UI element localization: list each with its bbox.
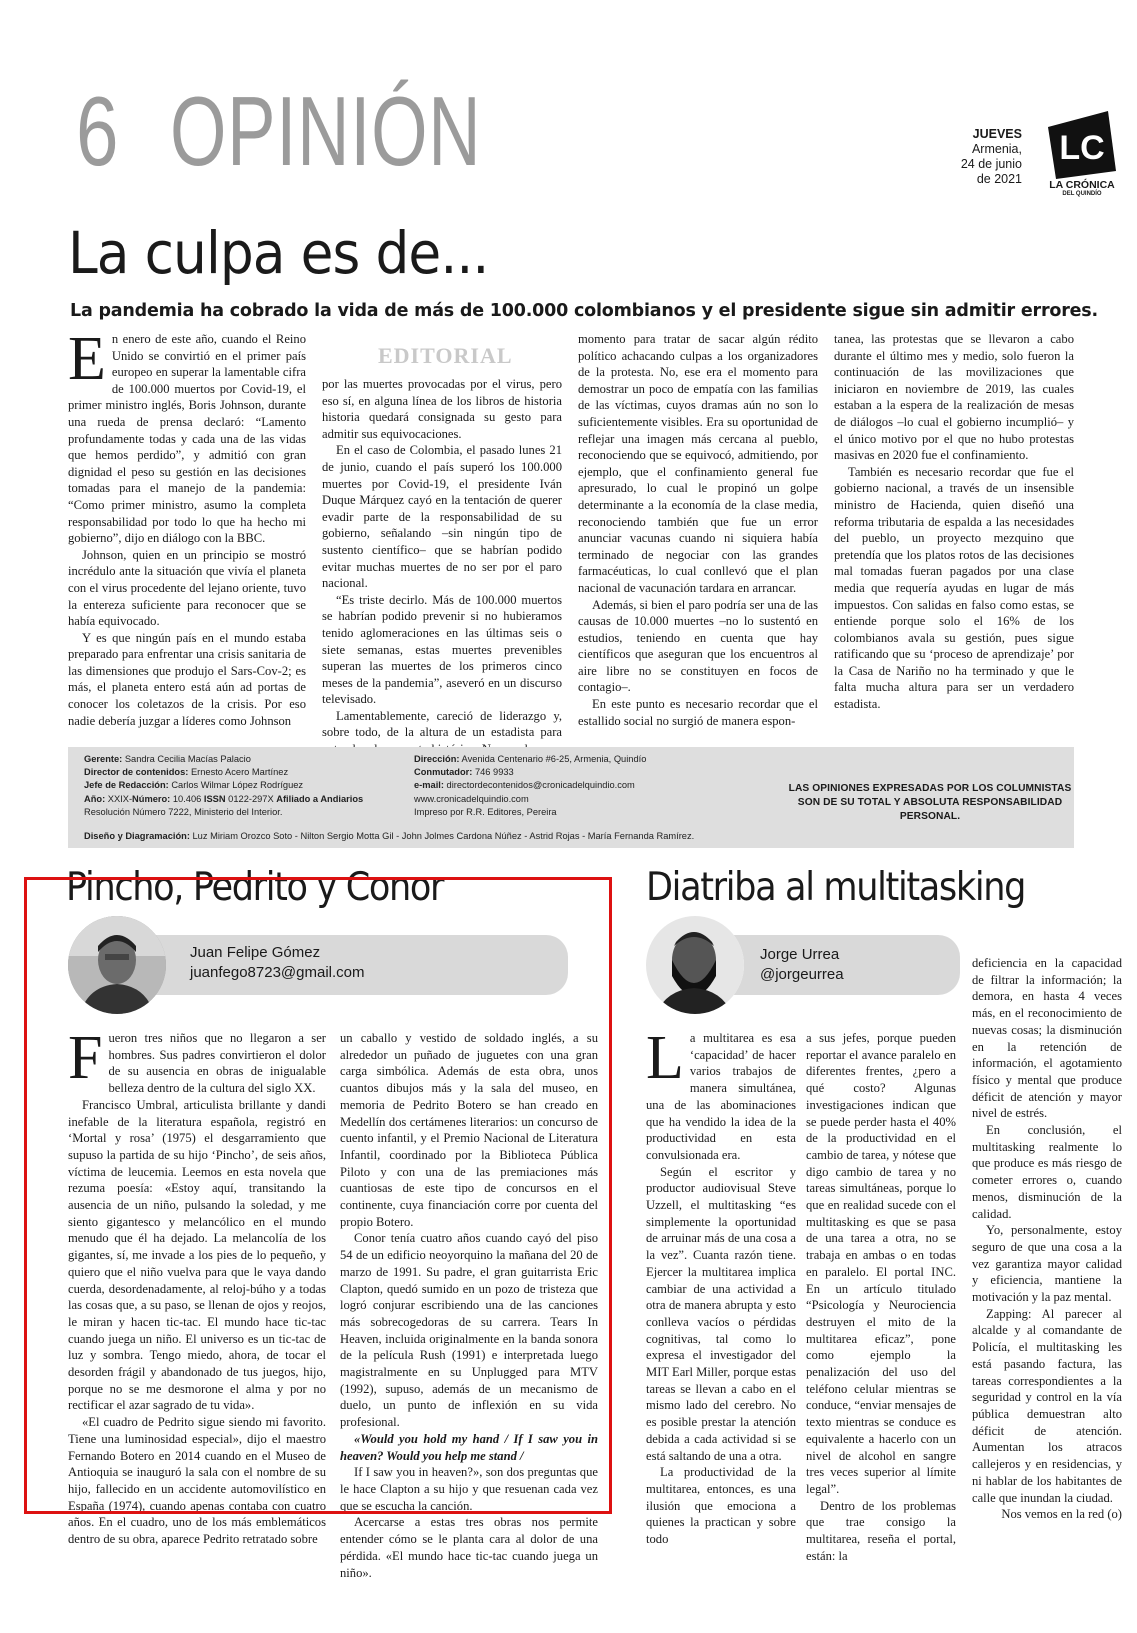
avatar-icon (646, 916, 744, 1014)
staff-value: Ernesto Acero Martínez (188, 767, 289, 778)
paragraph: Lamentablemente, careció de liderazgo y, sobre todo, de la altura de un estadista para (322, 708, 562, 740)
highlight-frame (24, 877, 612, 1514)
staff-value: XXIX- (105, 793, 133, 804)
logo-text: LC (1059, 129, 1105, 167)
date-block (910, 127, 1022, 187)
column-left-title: Pincho, Pedrito y Conor (66, 865, 444, 910)
staff-value: www.cronicadelquindio.com (414, 793, 529, 804)
paragraph: n enero de este año, cuando el Reino Unido se convirtió en el primer país europeo en superar la lamentable cifra de 100.000 muertos por Covid-19, el primer ministro inglés, Boris Johnson, durante una rueda de prensa declaró: “Lamento profundamente todas y cada una de las vidas que hemos perdido”, y admitió con gran dignidad el peso su gestión en las decisiones tomadas para el manejo de la pandemia: “Como primer ministro, asumo la completa responsabilidad por todo lo que ha hecho mi gobierno”, dijo en diálogo con la BBC. (68, 332, 306, 546)
date-day: JUEVES (972, 127, 1022, 141)
column-left-dropcap: F (68, 1024, 103, 1092)
staff-key: Dirección: (414, 754, 460, 764)
paragraph: ueron tres niños que no llegaron a ser hombres. Sus padres convirtieron el dolor de su ausencia en obras de inigualable belleza dentro de la cultura del siglo XX. (108, 1031, 326, 1096)
editorial-dropcap: E (68, 325, 106, 393)
staff-value: Impreso por R.R. Editores, Pereira (414, 806, 557, 817)
editorial-column-4 (834, 331, 1074, 713)
staff-key: Conmutador: (414, 767, 473, 778)
paragraph: un caballo y vestido de soldado inglés, a su alrededor un puñado de juguetes con una gran carga simbólica. Además de esta obra, unos cuantos dibujos más y la sala del museo, en memoria de Pedrito Botero se han creado en Medellín dos certámenes literarios: un concurso de cuento infantil, y el Premio Nacional de Literatura Infantil, coordinado por la Biblioteca Pública Piloto y con una de las premiaciones más cuantiosas de este tipo de concursos en el continente, cuya financiación corre por cuenta del propio Botero. (340, 1031, 598, 1229)
editorial-column-3 (578, 331, 818, 729)
paragraph: La productividad de la multitarea, entonces, es una ilusión que emociona a quienes la practican y sobre todo (646, 1465, 796, 1547)
paragraph: If I saw you in heaven?», son dos preguntas que le hace Clapton a su hijo y que resuenan cada vez que se escucha la canción. (340, 1465, 598, 1513)
editorial-label: EDITORIAL (378, 343, 513, 368)
author-photo (646, 916, 744, 1014)
date-line2: de 2021 (976, 172, 1022, 186)
staff-key: Jefe de Redacción: (84, 780, 169, 791)
section-number: 6 (76, 76, 121, 186)
staff-left (84, 753, 404, 819)
author-name: Juan Felipe Gómez (190, 944, 321, 961)
staff-value: Avenida Centenario #6-25, Armenia, Quindío (459, 754, 647, 764)
author-email: juanfego8723@gmail.com (190, 964, 365, 981)
editorial-headline: La culpa es de... (68, 219, 489, 287)
editorial-column-1 (68, 325, 306, 729)
paragraph: deficiencia en la capacidad de filtrar la información; la demora, en hasta 4 veces más, en el reconocimiento de nuevas cosas; la disminución en la retención de información, el agotamiento físico y mental que produce déficit de atención y mayor nivel de estrés. (972, 956, 1122, 1121)
paragraph: «Would you hold my hand / If I saw you in heaven? Would you help me stand / (340, 1431, 598, 1463)
staff-key: Director de contenidos: (84, 767, 189, 778)
author-handle: @jorgeurrea (760, 966, 844, 983)
date-city: Armenia, (971, 142, 1022, 156)
paragraph: Y es que ningún país en el mundo estaba preparado para enfrentar una crisis sanitaria de las dimensiones que produjo el Sars-Cov-2; es más, el planeta entero está aún ad portas de conocer los coletazos de la crisis. Por eso nadie debería juzgar a líderes como Johnson (68, 630, 306, 728)
staff-key: Diseño y Diagramación: (84, 831, 190, 841)
column-right-body-1 (646, 1024, 796, 1548)
staff-key: Gerente: (84, 754, 123, 764)
editorial-subhead: La pandemia ha cobrado la vida de más de 100.000 colombianos y el presidente sigue sin admitir errores. (70, 301, 1098, 321)
paragraph: En este punto es necesario recordar que el estallido social no surgió de manera espon- (578, 697, 818, 728)
logo-icon (1046, 109, 1118, 181)
staff-value: Sandra Cecilia Macías Palacio (122, 754, 251, 764)
staff-key: e-mail: (414, 780, 444, 791)
paragraph: momento para tratar de sacar algún rédito político achacando culpas a los organizadores de la protesta. No, ese era el momento para demostrar un poco de empatía con las familias de las víctimas, cuyos dramas aún no son lo suficientemente visibles. Era su oportunidad de reflejar una imagen más cercana al pueblo, reconociendo que se equivocó, admitiendo, por ejemplo, que el confinamiento general fue apresurado, lo cual le propinó un golpe determinante a la economía de la clase media, reconociendo también que fue un error anunciar vacunas cuando ni siquiera había terminado de negociar con las grandes farmacéuticas, lo cual conllevó que el plan nacional de vacunación tardara en arrancar. (578, 332, 818, 595)
editorial-column-2 (322, 376, 562, 758)
column-right-body-3 (972, 955, 1122, 1523)
column-right-dropcap: L (646, 1024, 684, 1092)
paragraph: En conclusión, el multitasking realmente lo que produce es más riesgo de cometer errores o, cuando menos, disminución de la calidad. (972, 1123, 1122, 1221)
logo-subname: DEL QUINDÍO (1062, 191, 1102, 197)
paragraph: Zapping: Al parecer al alcalde y al comandante de Policía, el multitasking les está pasando factura, las tareas correspondientes a la seguridad y control en la vía pública demuestran alto déficit de atención. Aumentan los atracos callejeros y en residencias, y ni hablar de los habitantes de calle que inundan la ciudad. (972, 1306, 1122, 1505)
column-right-title: Diatriba al multitasking (646, 865, 1026, 910)
staff-value: 0122-297X (225, 793, 277, 804)
paragraph: Acercarse a estas tres obras nos permite entender cómo se le planta cara al dolor de una pérdida. «El mundo hace tic-tac cuando juega un niño». (340, 1515, 598, 1580)
paragraph: Según el escritor y productor audiovisual Steve Uzzell, el multitasking “es simplemente la oportunidad de arruinar más de una cosa a la vez”. Cuanta razón tiene. Ejercer la multitarea implica cambiar de una actividad a otra de manera abrupta y esto conlleva vacíos o pérdidas cognitivas, tal como lo expresa el investigador del MIT Earl Miller, porque estas tareas se llevan a cabo en el mismo lado del cerebro. No es posible prestar la atención debida a cada actividad si se está saltando de una a otra. (646, 1164, 796, 1463)
staff-key: Número: (132, 793, 171, 804)
staff-key: ISSN (203, 793, 226, 804)
paragraph: “Es triste decirlo. Más de 100.000 muertos se habrían podido prevenir si no hubieramos tenido aglomeraciones en las últimas seis o siete semanas, estas muertes prevenibles superan las muertes de los primeros cinco meses de la pandemia”, aseveró en un discurso televisado. (322, 592, 562, 707)
date-line1: 24 de junio (960, 157, 1022, 171)
paragraph: También es necesario recordar que fue el gobierno nacional, a través de un insensible ministro de Hacienda, quien diseñó una reforma tributaria de espalda a las necesidades del pueblo, un proyecto mezquino que pretendía que los platos rotos de las decisiones mal tomadas fueran pagados por una clase media que requería ayudas en lugar de más impuestos. Con salidas en falso como estas, se entiende porque solo el 16% de los colombianos avala su gestión, pues sigue ratificando que su ‘proceso de aprendizaje’ por la Casa de Nariño no ha terminado y que le falta mucha altura para ser un verdadero estadista. (834, 464, 1074, 712)
paragraph: Dentro de los problemas que trae consigo la multitarea, reseña el portal, están: la (806, 1498, 956, 1563)
paragraph: tanea, las protestas que se llevaron a cabo durante el último mes y medio, solo fueron la continuación de las movilizaciones que iniciaron en noviembre de 2019, las cuales estaban a la espera de la realización de mesas de diálogos –lo cual el gobierno incumplió– y el único motivo por el que no hubo protestas masivas en 2020 fue el confinamiento. (834, 332, 1074, 463)
staff-right (414, 753, 754, 819)
author-name: Jorge Urrea (760, 946, 840, 963)
staff-value: Carlos Wilmar López Rodríguez (168, 780, 304, 791)
paragraph: Johnson, quien en un principio se mostró incrédulo ante la situación que vivía el planeta con el virus procedente del lejano oriente, tuvo la entereza suficiente para reconocer que se había equivocado. (68, 547, 306, 629)
logo-name: LA CRÓNICA (1049, 179, 1115, 191)
paragraph: a multitarea es esa ‘capacidad’ de hacer varios trabajos de manera simultánea, una de las abominaciones que ha vendido la idea de la productividad en esta convulsionada era. (646, 1031, 796, 1162)
paragraph: Francisco Umbral, articulista brillante y dandi inefable de la literatura española, registró en ‘Mortal y rosa’ (1975) el desgarramiento que supuso la partida de su hijo ‘Pincho’, de seis años, víctima de leucemia. Leemos en esta novela que rezuma poesía: «Estoy aquí, transitando la ausencia de un niño, pulsando la soledad, y me siento gigantesco y melancólico en el mundo menudo que él ha dejado. La melancolía de los gigantes, sí, me invade a los pies de lo pequeño, y quiero que el niño vuelva para que le vaya dando cuerda, desordenadamente, al reloj-búho y a todas las cosas que, a su paso, se llenan de ojos y reojos, le miran y hacen tic-tac. El mundo hace tic-tac cuando juega un niño. El universo es un tic-tac de luz y sombra. Tengo miedo, ahora, de tocar el desorden frágil y abandonado de tus juegos, hijo, porque no se me desmorone el alma y por no rectificar el azar sagrado de tu vida». (68, 1097, 326, 1413)
staff-value: Luz Miriam Orozco Soto - Nilton Sergio Motta Gil - John Jolmes Cardona Núñez - Astrid Rojas - María Fernanda Ramírez. (189, 831, 695, 841)
column-right-body-2 (806, 1030, 956, 1565)
staff-key: Afiliado a Andiarios (276, 793, 364, 804)
paragraph: En el caso de Colombia, el pasado lunes 21 de junio, cuando el país superó los 100.000 muertes por Covid-19, el presidente Iván Duque Márquez cayó en la tentación de querer evadir parte de la responsabilidad de su gobierno, señalando –sin ningún tipo de sustento científico– que se habrían podido evitar muchas muertes de no ser por el paro nacional. (322, 443, 562, 591)
paragraph: a sus jefes, porque pueden reportar el avance paralelo en diferentes frentes, ¿pero a qué costo? Algunas investigaciones indican que se puede perder hasta el 40% de la productividad en el cambio de tarea, y nótese que digo cambio de tarea y no tareas simultáneas, porque lo que en realidad sucede con el multitasking es que se pasa de una tarea a otra, no se trabaja en ambas o en todas en paralelo. El portal INC. En un artículo titulado “Psicología y Neurociencia destruyen el mito de la multitarea eficaz”, pone como ejemplo la penalización del uso del teléfono celular mientras se conduce, “enviar mensajes de texto mientras se conduce es equivalente a hacerlo con un nivel de alcohol en sangre tres veces superior al límite legal”. (806, 1031, 956, 1496)
paragraph: Además, si bien el paro podría ser una de las causas de 10.000 muertes –no lo sustentó en estudios, teniendo en cuenta que hay científicos que aseguran que los encuentros al aire libre no se constituyen en focos de contagio–. (578, 597, 818, 695)
disclaimer: LAS OPINIONES EXPRESADAS POR LOS COLUMNISTAS SON DE SU TOTAL Y ABSOLUTA RESPONSABILIDAD PERSONAL. (788, 783, 1072, 822)
staff-value: 746 9933 (472, 767, 514, 778)
staff-value: directordecontenidos@cronicadelquindio.com (443, 780, 635, 791)
paragraph: «El cuadro de Pedrito sigue siendo mi favorito. Tiene una luminosidad especial», dijo el maestro Fernando Botero en 2014 cuando en el Museo de Antioquia se inauguró la sala con el nombre de su hijo, fallecido en un accidente automovilístico en España (1974), cuando apenas contaba con cuatro años. En el cuadro, uno de los más emblemáticos dentro de su obra, aparece Pedrito retratado sobre (68, 1415, 326, 1547)
paragraph: Nos vemos en la red (o) (1001, 1507, 1122, 1522)
paragraph: por las muertes provocadas por el virus, pero eso sí, en alguna línea de los libros de historia historia quedará consignada su gesto para admitir sus equivocaciones. (322, 377, 562, 441)
section-name: OPINIÓN (170, 76, 482, 186)
paragraph: Yo, personalmente, estoy seguro de que una cosa a la vez garantiza mayor calidad y eficiencia, mantiene la motivación y la paz mental. (972, 1223, 1122, 1305)
staff-value: Resolución Número 7222, Ministerio del Interior. (84, 806, 283, 817)
paragraph: Conor tenía cuatro años cuando cayó del piso 54 de un edificio neoyorquino la mañana del 20 de marzo de 1991. Su padre, el gran guitarrista Eric Clapton, quedó sumido en un pozo de tristeza que logró conjurar escribiendo una de las canciones más sobrecogedoras de su carrera. Tears In Heaven, incluida originalmente en la banda sonora de la película Rush (1991) e interpretada luego magistralmente en su Unplugged para MTV (1992), supuso, además de un mecanismo de duelo, un punto de inflexión en su vida profesional. (340, 1231, 598, 1430)
staff-key: Año: (84, 793, 106, 804)
staff-value: 10.406 (170, 793, 204, 804)
staff-design (84, 830, 984, 843)
